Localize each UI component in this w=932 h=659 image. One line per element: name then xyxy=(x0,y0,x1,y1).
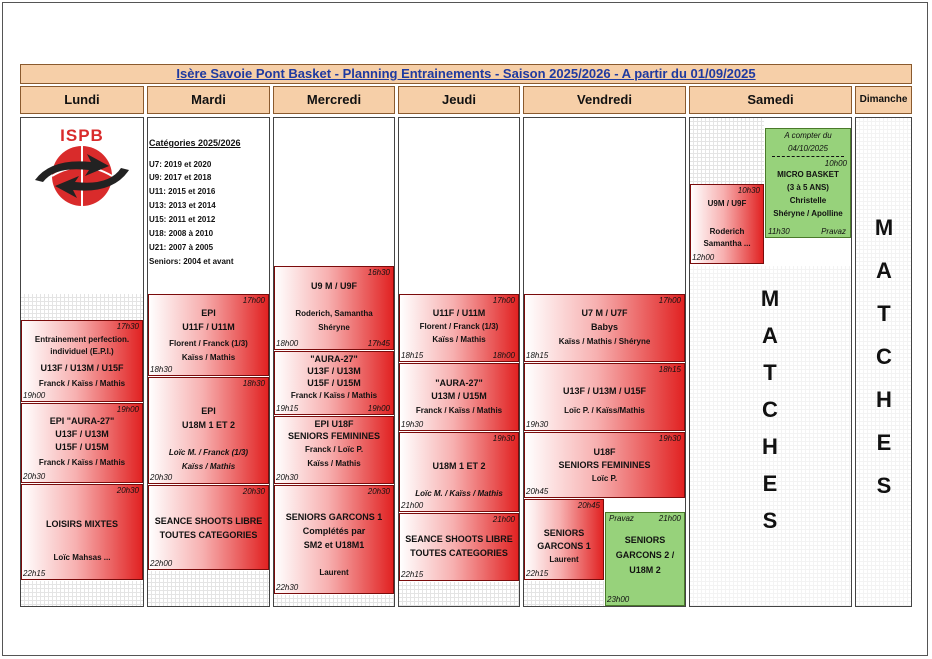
empty-slot xyxy=(148,571,269,606)
session-line: Laurent xyxy=(319,568,349,577)
matches-letter: H xyxy=(876,387,892,412)
session-line: U13F / U13M xyxy=(55,429,109,439)
end-time: 19h00 xyxy=(367,404,390,413)
session-line: U9 M / U9F xyxy=(310,281,357,291)
session-samedi-micro-basket[interactable] xyxy=(765,128,851,238)
session-line: U18M 1 ET 2 xyxy=(181,420,236,430)
session-line: U13F / U13M / U15F xyxy=(40,363,124,373)
category-item: U11: 2015 et 2016 xyxy=(149,187,216,196)
session-line: GARCONS 1 xyxy=(537,541,591,551)
end-time: 20h30 xyxy=(276,473,299,482)
categories-heading: Catégories 2025/2026 xyxy=(149,138,241,148)
matches-letter: C xyxy=(762,397,778,422)
empty-slot xyxy=(21,581,143,606)
matches-letter: E xyxy=(762,471,778,496)
session-line: TOUTES CATEGORIES xyxy=(159,530,258,540)
end-time: 22h00 xyxy=(150,559,173,568)
matches-letter: A xyxy=(762,323,778,348)
session-line: Complétés par xyxy=(302,526,366,536)
separator xyxy=(772,156,844,157)
matches-letter: S xyxy=(876,473,892,498)
session-line: SENIORS xyxy=(624,535,666,545)
start-time: 21h00 xyxy=(492,515,515,524)
session-mercredi-seniors[interactable] xyxy=(274,485,394,594)
session-jeudi-shoots[interactable] xyxy=(399,513,519,581)
session-line: SENIORS GARCONS 1 xyxy=(285,512,383,522)
session-line: U13F / U13M / U15F xyxy=(562,386,647,396)
category-item: U15: 2011 et 2012 xyxy=(149,215,216,224)
matches-letter: T xyxy=(763,360,777,385)
day-header-lundi: Lundi xyxy=(20,86,144,114)
session-line: U18F xyxy=(593,447,616,457)
end-time: 18h15 xyxy=(526,351,549,360)
session-vendredi-sg2[interactable] xyxy=(605,512,685,606)
empty-slot xyxy=(274,595,394,606)
session-vendredi-u18f[interactable] xyxy=(524,432,685,498)
column-dimanche xyxy=(855,117,912,607)
session-mercredi-u9[interactable] xyxy=(274,266,394,350)
end-time: 22h15 xyxy=(23,569,46,578)
end-time: 18h00 xyxy=(492,351,515,360)
session-line: "AURA-27" xyxy=(310,354,358,364)
session-line: Kaïss / Mathis xyxy=(181,353,236,362)
session-lundi-epi[interactable] xyxy=(21,320,143,402)
start-time: 20h30 xyxy=(242,487,265,496)
logo-area xyxy=(21,118,143,293)
empty-slot xyxy=(524,581,604,606)
session-line: individuel (E.P.I.) xyxy=(50,347,114,356)
end-time: 20h30 xyxy=(150,473,173,482)
session-line: Franck / Kaïss / Mathis xyxy=(38,379,126,388)
session-line: Kaïss / Mathis xyxy=(307,459,361,468)
end-time: 19h30 xyxy=(401,420,424,429)
session-vendredi-u13[interactable] xyxy=(524,363,685,431)
session-line: Loïc M. / Franck (1/3) xyxy=(168,448,249,457)
day-header-vendredi: Vendredi xyxy=(523,86,686,114)
session-line: "AURA-27" xyxy=(435,378,483,388)
session-line: Franck / Loïc P. xyxy=(304,445,364,454)
session-line: Shéryne / Apolline xyxy=(773,209,843,218)
matches-letter: M xyxy=(760,286,780,311)
end-time: 11h30 xyxy=(768,227,790,236)
end-time: 19h30 xyxy=(526,420,549,429)
session-line: Loïc P. / Kaïss/Mathis xyxy=(564,406,645,415)
session-line: Roderich, Samantha xyxy=(295,309,373,318)
session-line: Florent / Franck (1/3) xyxy=(169,339,248,348)
session-line: Florent / Franck (1/3) xyxy=(419,322,499,331)
session-line: Christelle xyxy=(789,196,827,205)
session-line: Franck / Kaïss / Mathis xyxy=(290,391,378,400)
column-jeudi xyxy=(398,117,520,607)
day-header-mercredi: Mercredi xyxy=(273,86,395,114)
matches-letter: H xyxy=(762,434,778,459)
session-line: EPI "AURA-27" xyxy=(49,416,115,426)
session-line: Roderich xyxy=(709,227,745,236)
start-time: 20h30 xyxy=(367,487,390,496)
start-time: 17h00 xyxy=(492,296,515,305)
session-mardi-epi-u11[interactable] xyxy=(148,294,269,376)
session-line: Kaïss / Mathis / Shéryne xyxy=(558,337,651,346)
column-mercredi xyxy=(273,117,395,607)
empty-slot xyxy=(399,582,519,606)
matches-area xyxy=(690,266,851,606)
category-item: U18: 2008 à 2010 xyxy=(149,229,214,238)
end-time: 12h00 xyxy=(692,253,715,262)
place: Pravaz xyxy=(609,514,634,523)
start-time: 17h00 xyxy=(242,296,265,305)
day-header-dimanche: Dimanche xyxy=(855,86,912,114)
start-time: 20h45 xyxy=(577,501,600,510)
session-line: Samantha ... xyxy=(703,239,751,248)
session-line: MICRO BASKET xyxy=(777,170,839,179)
session-vendredi-sg1[interactable] xyxy=(524,499,604,580)
end-time: 19h00 xyxy=(23,391,46,400)
end-time: 22h15 xyxy=(526,569,549,578)
session-jeudi-u18m[interactable] xyxy=(399,432,519,512)
matches-letter: M xyxy=(874,215,894,240)
session-line: U15F / U15M xyxy=(307,378,361,388)
session-line: U7 M / U7F xyxy=(581,308,628,318)
end-time: 20h45 xyxy=(526,487,549,496)
session-line: U11F / U11M xyxy=(182,322,235,332)
start-time: 18h30 xyxy=(242,379,265,388)
empty-slot xyxy=(690,118,764,184)
matches-letter: E xyxy=(876,430,892,455)
end-time: 20h30 xyxy=(23,472,46,481)
session-line: Shéryne xyxy=(318,323,350,332)
empty-slot xyxy=(21,294,143,320)
category-item: U21: 2007 à 2005 xyxy=(149,243,214,252)
session-line: U9M / U9F xyxy=(707,199,747,208)
session-line: SENIORS FEMININES xyxy=(287,431,380,441)
session-line: SENIORS FEMININES xyxy=(558,460,651,470)
session-line: EPI xyxy=(201,308,216,318)
session-line: TOUTES CATEGORIES xyxy=(410,548,508,558)
logo-text: ISPB xyxy=(60,126,104,145)
category-item: U7: 2019 et 2020 xyxy=(149,160,212,169)
start-time: 19h30 xyxy=(658,434,681,443)
start-time: 17h30 xyxy=(116,322,139,331)
session-samedi-u9[interactable] xyxy=(690,184,764,264)
matches-letter: A xyxy=(876,258,892,283)
session-line: Babys xyxy=(590,322,618,332)
start-time: 21h00 xyxy=(658,514,681,523)
note: A compter du xyxy=(784,131,832,140)
session-line: SM2 et U18M1 xyxy=(303,540,365,550)
end-time: 23h00 xyxy=(607,595,630,604)
session-jeudi-aura[interactable] xyxy=(399,363,519,431)
day-header-mardi: Mardi xyxy=(147,86,270,114)
column-mardi xyxy=(147,117,270,607)
session-line: U13F / U13M xyxy=(307,366,361,376)
session-line: Entrainement perfection. xyxy=(34,335,130,344)
start-time: 17h00 xyxy=(658,296,681,305)
end-time: 22h30 xyxy=(276,583,299,592)
session-line: (3 à 5 ANS) xyxy=(787,183,829,192)
session-lundi-loisirs[interactable] xyxy=(21,484,143,580)
place: Pravaz xyxy=(821,227,846,236)
session-line: Loïc Mahsas ... xyxy=(53,553,111,562)
session-mercredi-u18f[interactable] xyxy=(274,416,394,484)
start-time: 18h15 xyxy=(658,365,681,374)
session-line: U18M 2 xyxy=(629,565,661,575)
start-time: 19h30 xyxy=(492,434,515,443)
session-line: Loïc P. xyxy=(591,474,618,483)
category-item: U9: 2017 et 2018 xyxy=(149,173,212,182)
end-time: 22h15 xyxy=(401,570,424,579)
session-line: SEANCE SHOOTS LIBRE xyxy=(154,516,263,526)
category-item: U13: 2013 et 2014 xyxy=(149,201,216,210)
session-line: Loïc M. / Kaïss / Mathis xyxy=(415,489,503,498)
note: 04/10/2025 xyxy=(787,144,829,153)
session-line: Laurent xyxy=(549,555,579,564)
column-lundi xyxy=(20,117,144,607)
session-mardi-epi-u18[interactable] xyxy=(148,377,269,484)
session-line: EPI U18F xyxy=(314,419,354,429)
column-samedi xyxy=(689,117,852,607)
page-title: Isère Savoie Pont Basket - Planning Entrainements - Saison 2025/2026 - A partir du 01/09/2025 xyxy=(20,64,912,84)
session-line: SEANCE SHOOTS LIBRE xyxy=(405,534,513,544)
start-time: 10h30 xyxy=(737,186,760,195)
end-time: 19h15 xyxy=(276,404,299,413)
session-line: U18M 1 ET 2 xyxy=(432,461,486,471)
end-time: 17h45 xyxy=(367,339,390,348)
end-time: 18h00 xyxy=(276,339,299,348)
session-jeudi-u11[interactable] xyxy=(399,294,519,362)
session-line: U15F / U15M xyxy=(55,442,109,452)
session-line: EPI xyxy=(201,406,216,416)
session-vendredi-u7[interactable] xyxy=(524,294,685,362)
session-mercredi-aura[interactable] xyxy=(274,351,394,415)
category-item: Seniors: 2004 et avant xyxy=(149,257,234,266)
session-line: LOISIRS MIXTES xyxy=(45,519,118,529)
session-line: U11F / U11M xyxy=(432,308,486,318)
session-lundi-aura[interactable] xyxy=(21,403,143,483)
session-line: U13M / U15M xyxy=(431,391,487,401)
start-time: 19h00 xyxy=(116,405,139,414)
day-header-jeudi: Jeudi xyxy=(398,86,520,114)
end-time: 18h15 xyxy=(401,351,424,360)
session-mardi-shoots[interactable] xyxy=(148,485,269,570)
matches-letter: C xyxy=(876,344,892,369)
session-line: Kaïss / Mathis xyxy=(181,462,236,471)
matches-letter: T xyxy=(877,301,891,326)
session-line: Kaïss / Mathis xyxy=(432,335,486,344)
start-time: 16h30 xyxy=(367,268,390,277)
session-line: GARCONS 2 / xyxy=(615,550,675,560)
column-vendredi xyxy=(523,117,686,607)
start-time: 20h30 xyxy=(116,486,139,495)
session-line: SENIORS xyxy=(543,528,585,538)
session-line: Franck / Kaïss / Mathis xyxy=(38,458,126,467)
end-time: 21h00 xyxy=(401,501,424,510)
session-line: Franck / Kaïss / Mathis xyxy=(415,406,503,415)
start-time: 10h00 xyxy=(824,159,847,168)
end-time: 18h30 xyxy=(150,365,173,374)
day-header-samedi: Samedi xyxy=(689,86,852,114)
matches-letter: S xyxy=(762,508,778,533)
